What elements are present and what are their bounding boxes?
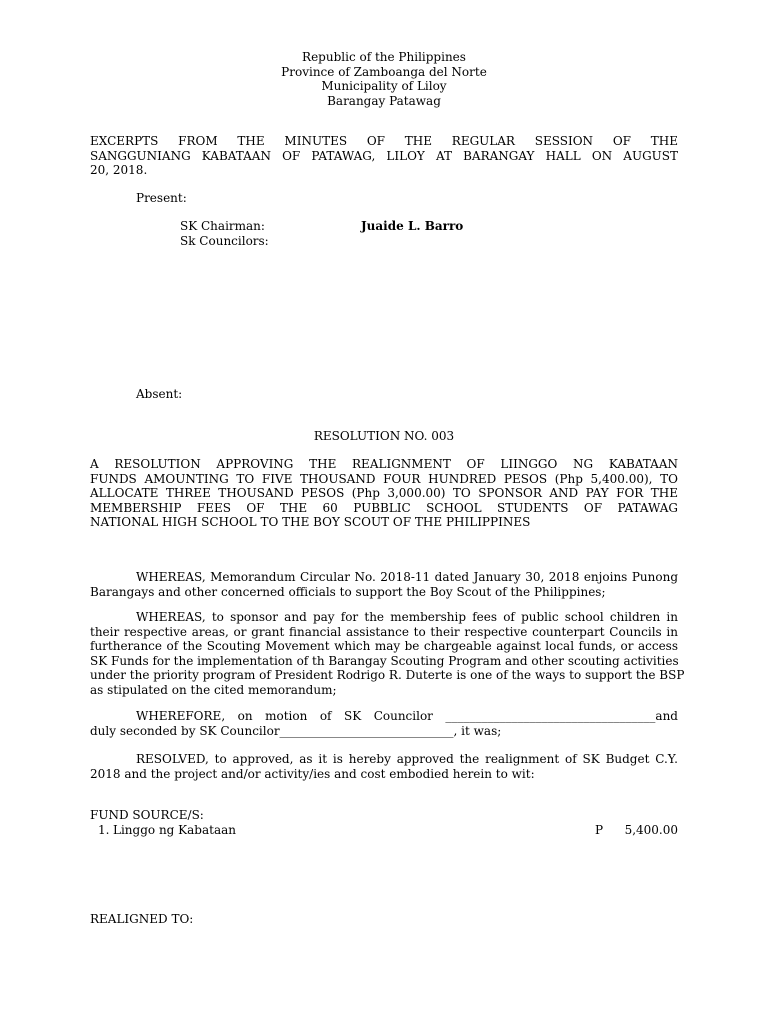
councilors-label: Sk Councilors: bbox=[180, 233, 269, 248]
excerpts-line: SANGGUNIANG KABATAAN OF PATAWAG, LILOY AT BARANGAY HALL ON AUGUST bbox=[90, 148, 678, 163]
excerpts-paragraph bbox=[90, 134, 678, 178]
resolved-line: 2018 and the project and/or activity/ies and cost embodied herein to wit: bbox=[90, 766, 535, 781]
whereas-paragraph-1 bbox=[90, 570, 678, 599]
wherefore-paragraph bbox=[90, 709, 678, 738]
resolution-number: RESOLUTION NO. 003 bbox=[313, 429, 455, 443]
whereas-line: WHEREAS, to sponsor and pay for the membership fees of public school children in bbox=[136, 610, 678, 624]
resolution-title-line: FUNDS AMOUNTING TO FIVE THOUSAND FOUR HUNDRED PESOS (Php 5,400.00), TO bbox=[90, 471, 678, 486]
header-municipality: Municipality of Liloy bbox=[321, 79, 447, 93]
resolved-line: RESOLVED, to approved, as it is hereby approved the realignment of SK Budget C.Y. bbox=[136, 752, 678, 766]
whereas-line: furtherance of the Scouting Movement which may be chargeable against local funds, or access bbox=[90, 639, 678, 653]
wherefore-line: duly seconded by SK Councilor_____________________________, it was; bbox=[90, 723, 502, 738]
fund-item-currency: P bbox=[595, 823, 604, 837]
chairman-label: SK Chairman: bbox=[180, 219, 265, 233]
resolution-title-line: A RESOLUTION APPROVING THE REALIGNMENT OF LIINGGO NG KABATAAN bbox=[90, 457, 678, 471]
header-province: Province of Zamboanga del Norte bbox=[281, 64, 487, 79]
fund-item-amount: 5,400.00 bbox=[624, 823, 678, 837]
header-barangay: Barangay Patawag bbox=[327, 93, 441, 108]
whereas-line: their respective areas, or grant financial assistance to their respective counterpart Councils in bbox=[90, 624, 678, 639]
resolution-title-line: ALLOCATE THREE THOUSAND PESOS (Php 3,000.00) TO SPONSOR AND PAY FOR THE bbox=[90, 486, 678, 500]
resolution-title-line: NATIONAL HIGH SCHOOL TO THE BOY SCOUT OF THE PHILIPPINES bbox=[90, 515, 531, 529]
whereas-line: under the priority program of President Rodrigo R. Duterte is one of the ways to support the BSP bbox=[90, 668, 685, 682]
present-label: Present: bbox=[136, 191, 187, 205]
fund-item-name: Linggo ng Kabataan bbox=[113, 823, 236, 837]
wherefore-line: WHEREFORE, on motion of SK Councilor ___________________________________and bbox=[136, 709, 678, 723]
resolved-paragraph bbox=[90, 752, 678, 781]
realigned-label: REALIGNED TO: bbox=[90, 912, 194, 926]
whereas-line: Barangays and other concerned officials to support the Boy Scout of the Philippines; bbox=[90, 584, 606, 599]
header-republic: Republic of the Philippines bbox=[302, 50, 466, 64]
fund-source-label: FUND SOURCE/S: bbox=[90, 808, 204, 822]
absent-label: Absent: bbox=[136, 387, 183, 401]
chairman-name: Juaide L. Barro bbox=[361, 219, 464, 233]
whereas-line: WHEREAS, Memorandum Circular No. 2018-11 dated January 30, 2018 enjoins Punong bbox=[136, 570, 678, 584]
fund-item-number: 1. bbox=[98, 823, 110, 837]
whereas-line: as stipulated on the cited memorandum; bbox=[90, 682, 337, 697]
whereas-line: SK Funds for the implementation of th Barangay Scouting Program and other scouting activities bbox=[90, 653, 679, 668]
excerpts-line: EXCERPTS FROM THE MINUTES OF THE REGULAR SESSION OF THE bbox=[90, 134, 678, 148]
resolution-title bbox=[90, 457, 678, 530]
resolution-title-line: MEMBERSHIP FEES OF THE 60 PUBBLIC SCHOOL STUDENTS OF PATAWAG bbox=[90, 500, 678, 515]
excerpts-line: 20, 2018. bbox=[90, 163, 148, 177]
whereas-paragraph-2 bbox=[90, 610, 685, 697]
